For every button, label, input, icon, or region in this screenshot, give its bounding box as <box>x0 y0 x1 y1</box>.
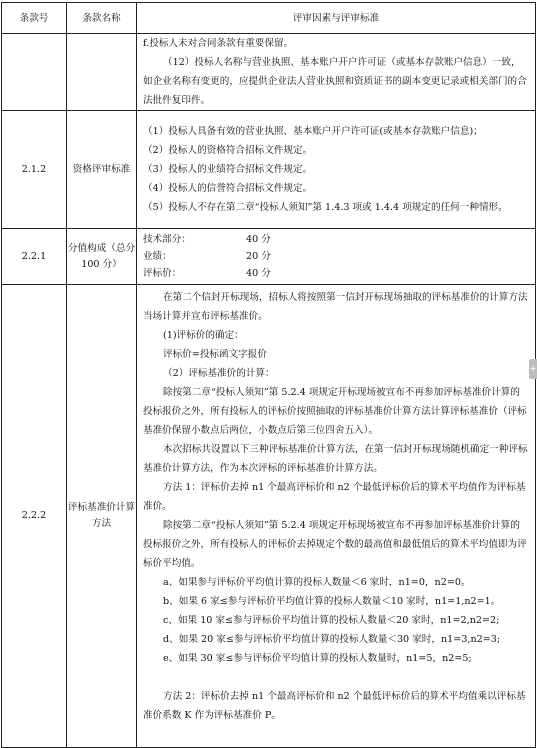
criteria-line: (1)评标价的确定： <box>163 330 244 341</box>
criteria-line: f.投标人未对合同条款有重要保留。 <box>143 38 294 49</box>
clause-name: 分值构成（总分 100 分） <box>67 229 137 285</box>
criteria-line: （2）投标人的资格符合招标文件规定。 <box>143 145 313 156</box>
criteria-line: （3）投标人的业绩符合招标文件规定。 <box>143 164 313 175</box>
criteria-line: （4）投标人的信誉符合招标文件规定。 <box>143 183 313 194</box>
clause-number: 2.2.1 <box>2 229 67 285</box>
table-row <box>2 285 536 748</box>
expand-side-button[interactable]: + <box>529 359 537 379</box>
criteria-line: 方法 1：评标价去掉 n1 个最高评标价和 n2 个最低评标价后的算术平均值作为评标基准价。 <box>143 482 526 512</box>
score-label: 评标价： <box>143 268 182 279</box>
criteria-line: b、如果 6 家≤参与评标价平均值计算的投标人数量＜10 家时，n1=1,n2=1。 <box>163 596 501 607</box>
table-row <box>2 111 536 229</box>
criteria-line: 本次招标共设置以下三种评标基准价计算方法，在第一信封开标现场随机确定一种评标基准价计算方法，作为本次评标的评标基准价计算方法。 <box>143 444 528 474</box>
clause-name: 评标基准价计算方法 <box>67 285 137 748</box>
criteria-line: 除按第二章“投标人须知”第 5.2.4 项规定开标现场被宣布不再参加评标基准价计算的投标报价之外，所有投标人的评标价按照抽取的评标基准价计算方法计算评标基准价（评标基准价保留小数点后两位，小数点后第三位四舍五入）。 <box>143 387 527 436</box>
criteria-cell <box>137 285 536 748</box>
criteria-line: （12）投标人名称与营业执照、基本账户开户许可证（或基本存款账户信息）一致，如企业名称有变更的，应提供企业法人营业执照和资质证书的副本变更记录或相关部门的合法批件复印件。 <box>143 57 527 106</box>
clause-number: 2.1.2 <box>2 111 67 229</box>
criteria-line: e、如果 30 家≤参与评标价平均值计算的投标人数量时，n1=5，n2=5; <box>163 653 472 664</box>
header-criteria: 评审因素与评审标准 <box>137 3 536 34</box>
criteria-line: a、如果参与评标价平均值计算的投标人数量＜6 家时，n1=0，n2=0。 <box>163 577 471 588</box>
header-clause-name: 条款名称 <box>67 3 137 34</box>
score-item <box>143 265 529 282</box>
score-item <box>143 248 529 265</box>
score-value: 40 分 <box>246 234 271 245</box>
clause-number: 2.2.2 <box>2 285 67 748</box>
score-label: 技术部分： <box>143 234 191 245</box>
table-header-row <box>2 3 536 34</box>
table-row <box>2 34 536 111</box>
clause-name: 资格评审标准 <box>67 111 137 229</box>
table-row <box>2 229 536 285</box>
criteria-line: 除按第二章“投标人须知”第 5.2.4 项规定开标现场被宣布不再参加评标基准价计算的投标报价之外，所有投标人的评标价去掉规定个数的最高值和最低值后的算术平均值即为评标价平均值。 <box>143 520 527 569</box>
evaluation-criteria-table <box>1 2 536 748</box>
score-item <box>143 231 529 248</box>
criteria-cell <box>137 111 536 229</box>
criteria-cell <box>137 34 536 111</box>
criteria-line: d、如果 20 家≤参与评标价平均值计算的投标人数量＜30 家时，n1=3,n2=3; <box>163 634 501 645</box>
criteria-line: c、如果 10 家≤参与评标价平均值计算的投标人数量＜20 家时，n1=2,n2=2; <box>163 615 500 626</box>
score-label: 业绩： <box>143 251 172 262</box>
criteria-line: 评标价=投标函文字报价 <box>163 349 267 360</box>
criteria-line: 在第二个信封开标现场，招标人将按照第一信封开标现场抽取的评标基准价的计算方法当场计算并宣布评标基准价。 <box>143 292 528 322</box>
header-clause-number: 条款号 <box>2 3 67 34</box>
score-value: 40 分 <box>246 268 271 279</box>
criteria-line: （2）评标基准价的计算： <box>163 368 275 379</box>
criteria-line: （5）投标人不存在第二章“投标人须知”第 1.4.3 项或 1.4.4 项规定的任何一种情形。 <box>143 202 508 213</box>
criteria-line: 方法 2：评标价去掉 n1 个最高评标价和 n2 个最低评标价后的算术平均值乘以评标基准价系数 K 作为评标基准价 P。 <box>143 691 526 721</box>
score-value: 20 分 <box>246 251 271 262</box>
score-composition <box>137 229 536 285</box>
criteria-line: （1）投标人具备有效的营业执照、基本账户开户许可证(或基本存款账户信息)； <box>143 126 483 137</box>
